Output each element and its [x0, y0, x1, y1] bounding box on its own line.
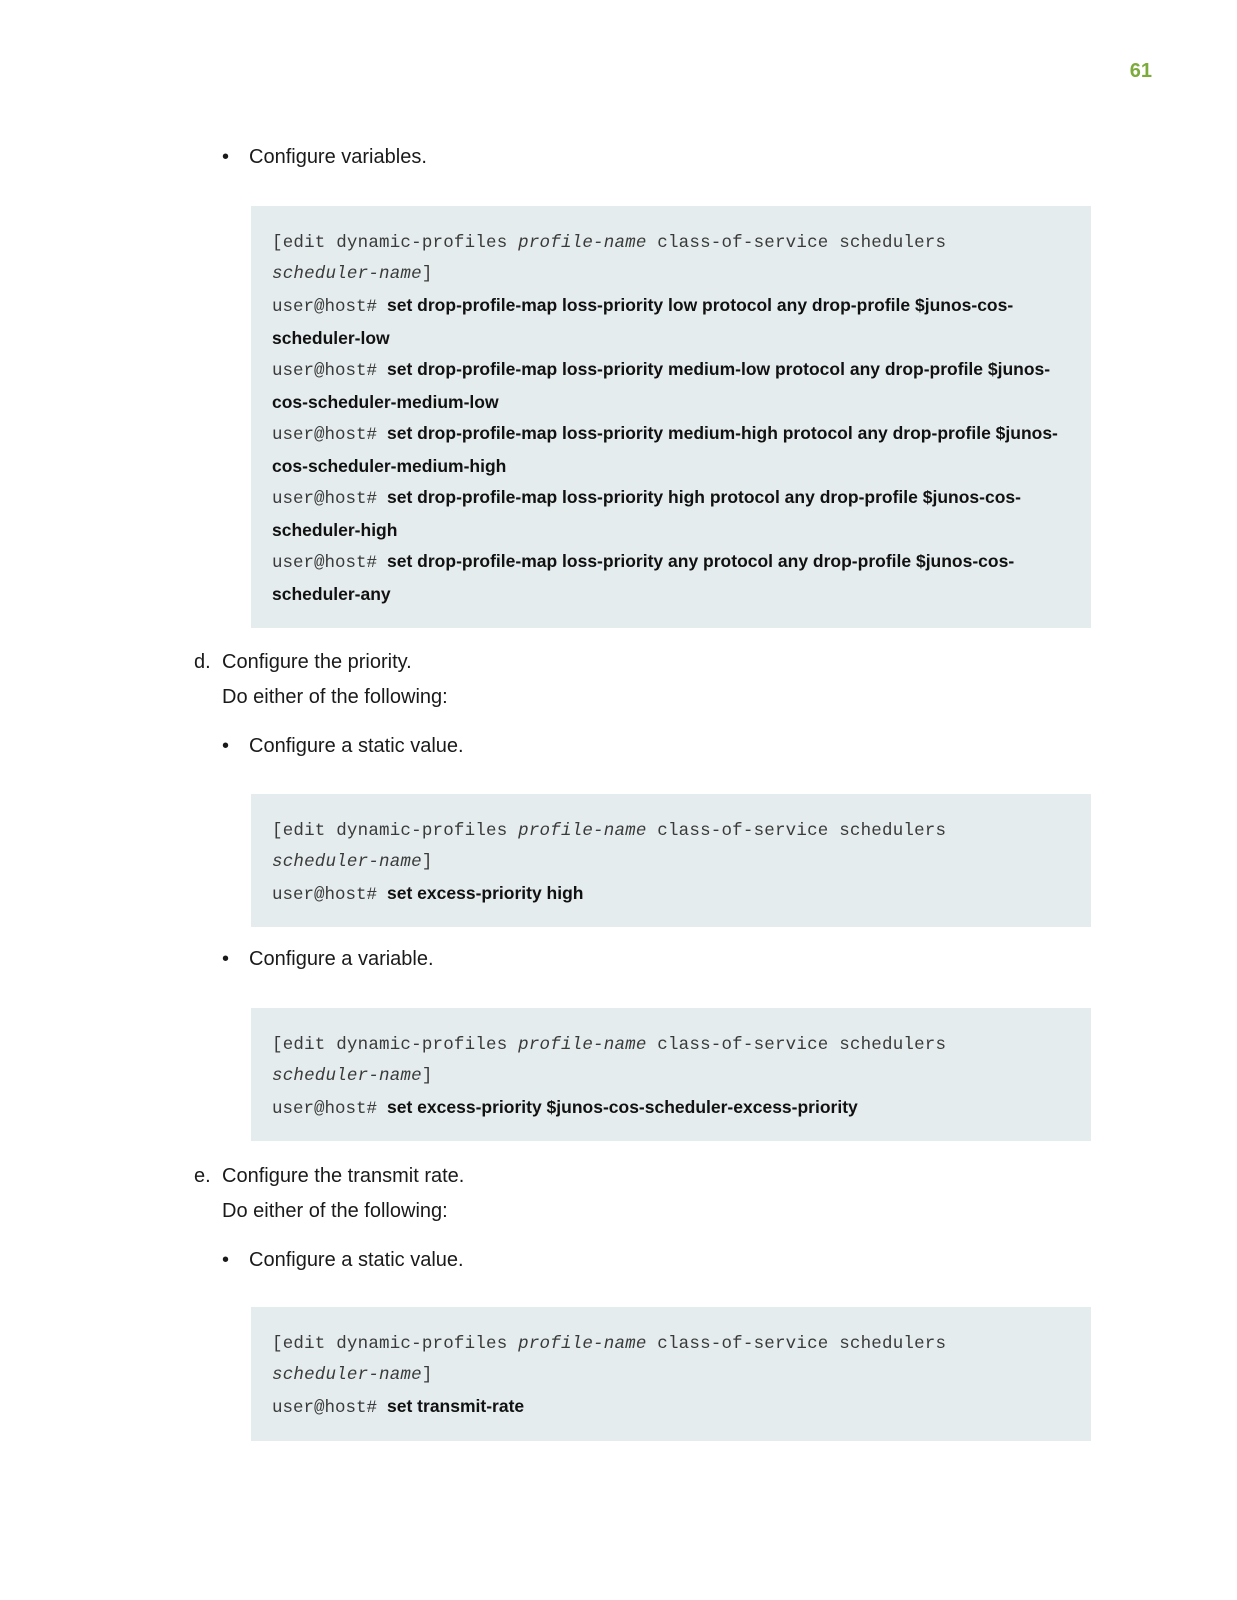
code-block-static-priority: [251, 794, 1091, 927]
page-number: 61: [1129, 60, 1152, 82]
edit-context-line: [272, 228, 1071, 259]
command-text: set transmit-rate: [387, 1396, 525, 1416]
edit-mid: class-of-service schedulers: [646, 1035, 947, 1055]
bullet-icon: •: [222, 735, 230, 757]
code-block-variables: [251, 206, 1091, 628]
prompt: user@host#: [272, 297, 378, 317]
edit-close: ]: [421, 1365, 433, 1385]
scheduler-name-placeholder: scheduler-name: [272, 1365, 422, 1385]
bullet-text: Configure a static value.: [249, 735, 464, 757]
prompt: user@host#: [272, 1398, 378, 1418]
command-text: scheduler-any: [272, 584, 391, 604]
edit-close: ]: [421, 852, 433, 872]
scheduler-name-placeholder: scheduler-name: [272, 1066, 422, 1086]
scheduler-name-placeholder: scheduler-name: [272, 852, 422, 872]
bullet-text: Configure a variable.: [249, 948, 434, 970]
command-line: [272, 1391, 1071, 1424]
step-subtext: Do either of the following:: [222, 1200, 448, 1222]
prompt: user@host#: [272, 885, 378, 905]
edit-prefix: [edit dynamic-profiles: [272, 1334, 519, 1354]
prompt: user@host#: [272, 425, 378, 445]
command-text: set drop-profile-map loss-priority any protocol any drop-profile $junos-cos-: [387, 551, 1015, 571]
step-title: Configure the transmit rate.: [222, 1165, 465, 1187]
prompt: user@host#: [272, 489, 378, 509]
prompt: user@host#: [272, 553, 378, 573]
bullet-icon: •: [222, 146, 230, 168]
edit-context-line-2: [272, 847, 1071, 878]
command-text: cos-scheduler-medium-low: [272, 392, 499, 412]
step-title: Configure the priority.: [222, 651, 412, 673]
edit-context-line: [272, 1030, 1071, 1061]
edit-context-line: [272, 816, 1071, 847]
edit-close: ]: [421, 1066, 433, 1086]
command-line: [272, 354, 1071, 387]
edit-mid: class-of-service schedulers: [646, 1334, 947, 1354]
edit-prefix: [edit dynamic-profiles: [272, 821, 519, 841]
prompt: user@host#: [272, 1099, 378, 1119]
edit-prefix: [edit dynamic-profiles: [272, 1035, 519, 1055]
edit-prefix: [edit dynamic-profiles: [272, 233, 519, 253]
command-line: [272, 482, 1071, 515]
bullet-text: Configure a static value.: [249, 1249, 464, 1271]
edit-mid: class-of-service schedulers: [646, 233, 947, 253]
command-text: set drop-profile-map loss-priority high protocol any drop-profile $junos-cos-: [387, 487, 1021, 507]
command-text: set drop-profile-map loss-priority medium-high protocol any drop-profile $junos-: [387, 423, 1058, 443]
bullet-icon: •: [222, 948, 230, 970]
step-subtext: Do either of the following:: [222, 686, 448, 708]
command-text: set excess-priority high: [387, 883, 584, 903]
command-text: set drop-profile-map loss-priority medium-low protocol any drop-profile $junos-: [387, 359, 1051, 379]
code-block-variable-priority: [251, 1008, 1091, 1141]
command-line: [272, 1092, 1071, 1125]
edit-context-line: [272, 1329, 1071, 1360]
command-continuation: [272, 323, 1071, 354]
command-text: set excess-priority $junos-cos-scheduler-excess-priority: [387, 1097, 858, 1117]
profile-name-placeholder: profile-name: [518, 821, 647, 841]
profile-name-placeholder: profile-name: [518, 233, 647, 253]
edit-mid: class-of-service schedulers: [646, 821, 947, 841]
command-continuation: [272, 387, 1071, 418]
code-block-static-transmit-rate: [251, 1307, 1091, 1441]
command-text: set drop-profile-map loss-priority low protocol any drop-profile $junos-cos-: [387, 295, 1014, 315]
bullet-text: Configure variables.: [249, 146, 427, 168]
edit-context-line-2: [272, 259, 1071, 290]
command-line: [272, 418, 1071, 451]
command-continuation: [272, 451, 1071, 482]
edit-context-line-2: [272, 1061, 1071, 1092]
command-line: [272, 546, 1071, 579]
command-continuation: [272, 515, 1071, 546]
command-text: scheduler-high: [272, 520, 398, 540]
command-text: scheduler-low: [272, 328, 390, 348]
step-marker: d.: [194, 651, 211, 673]
profile-name-placeholder: profile-name: [518, 1035, 647, 1055]
scheduler-name-placeholder: scheduler-name: [272, 264, 422, 284]
prompt: user@host#: [272, 361, 378, 381]
command-line: [272, 290, 1071, 323]
bullet-icon: •: [222, 1249, 230, 1271]
edit-context-line-2: [272, 1360, 1071, 1391]
edit-close: ]: [421, 264, 433, 284]
command-text: cos-scheduler-medium-high: [272, 456, 507, 476]
command-line: [272, 878, 1071, 911]
profile-name-placeholder: profile-name: [518, 1334, 647, 1354]
command-continuation: [272, 579, 1071, 610]
step-marker: e.: [194, 1165, 211, 1187]
